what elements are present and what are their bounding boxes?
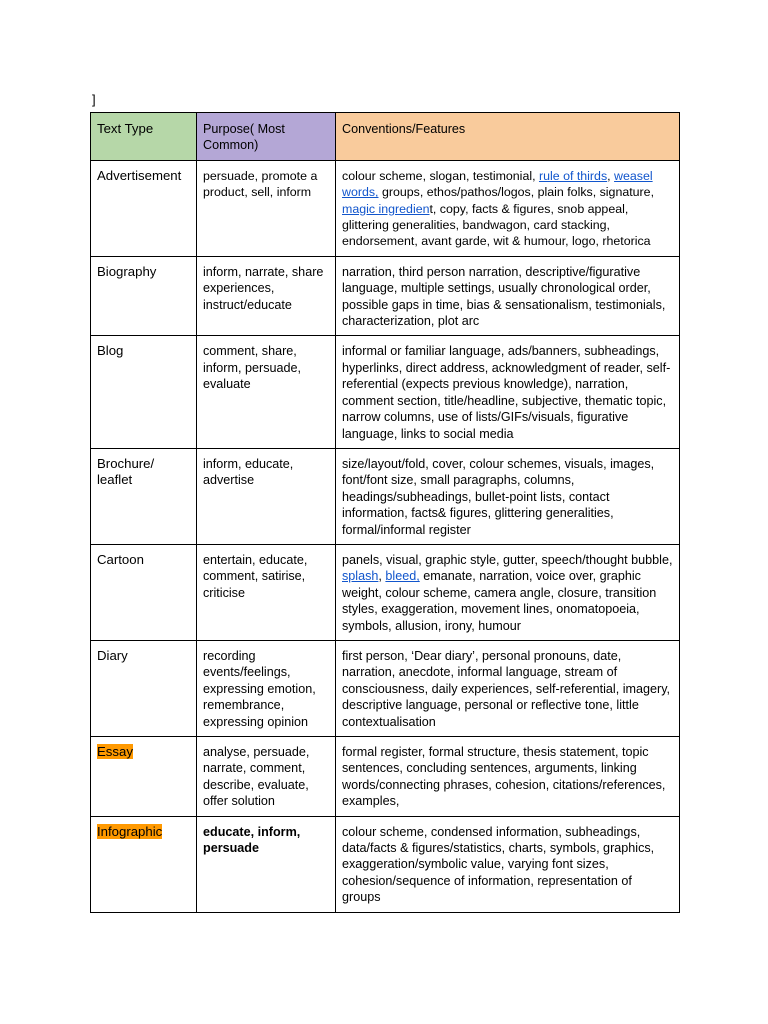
- row-purpose: recording events/feelings, expressing emotion, remembrance, expressing opinion: [197, 640, 336, 736]
- table-header-row: [91, 113, 680, 161]
- link-rule-of-thirds[interactable]: rule of thirds: [538, 168, 608, 183]
- row-conventions: formal register, formal structure, thesis statement, topic sentences, concluding sentences, arguments, linking words/connecting phrases, cohesion, citations/references, examples,: [336, 737, 680, 817]
- row-purpose: persuade, promote a product, sell, inform: [197, 160, 336, 256]
- conventions-text: emanate, narration, voice over, graphic weight, colour scheme, camera angle, closure, transition styles, exaggeration, movement lines, onomatopoeia, symbols, allusion, irony, humour: [342, 569, 657, 633]
- table-row: [91, 816, 680, 912]
- table-row: [91, 256, 680, 336]
- conventions-text: groups, ethos/pathos/logos, plain folks, signature,: [378, 185, 655, 200]
- conventions-text: panels, visual, graphic style, gutter, speech/thought bubble,: [342, 552, 673, 567]
- text-types-table: [90, 112, 680, 913]
- conventions-text: ,: [607, 168, 615, 183]
- link-splash[interactable]: splash: [342, 569, 379, 584]
- row-type-infographic: Infographic: [97, 823, 163, 839]
- row-type-infographic-cell: [91, 816, 197, 912]
- row-purpose: comment, share, inform, persuade, evaluate: [197, 336, 336, 448]
- table-row: [91, 336, 680, 448]
- stray-bracket: ]: [92, 92, 96, 107]
- table-row: [91, 544, 680, 640]
- row-type-cartoon: Cartoon: [91, 544, 197, 640]
- table-row: [91, 640, 680, 736]
- row-purpose: inform, narrate, share experiences, instruct/educate: [197, 256, 336, 336]
- table-row: [91, 737, 680, 817]
- row-conventions: first person, ‘Dear diary’, personal pronouns, date, narration, anecdote, informal language, stream of consciousness, daily experiences, self-referential, imagery, descriptive language, personal or reflective tone, little contextualisation: [336, 640, 680, 736]
- row-type-essay: Essay: [97, 744, 133, 759]
- conventions-text: ,: [378, 569, 386, 584]
- header-text-type: Text Type: [91, 113, 197, 161]
- row-conventions: narration, third person narration, descriptive/figurative language, multiple settings, usually chronological order, possible gaps in time, bias & sensationalism, testimonials, characterization, plot arc: [336, 256, 680, 336]
- row-type-diary: Diary: [91, 640, 197, 736]
- row-conventions: [336, 544, 680, 640]
- row-conventions: informal or familiar language, ads/banners, subheadings, hyperlinks, direct address, acknowledgment of reader, self-referential (expects previous knowledge), narration, comment section, title/headline, subjective, thematic topic, narrow columns, use of lists/GIFs/visuals, figurative language, links to social media: [336, 336, 680, 448]
- row-purpose: educate, inform, persuade: [197, 816, 336, 912]
- row-purpose: entertain, educate, comment, satirise, criticise: [197, 544, 336, 640]
- row-conventions: [336, 160, 680, 256]
- table-row: [91, 448, 680, 544]
- row-type-advertisement: Advertisement: [91, 160, 197, 256]
- row-type-biography: Biography: [91, 256, 197, 336]
- link-magic-ingredient[interactable]: magic ingredien: [342, 201, 430, 216]
- table-row: [91, 160, 680, 256]
- row-conventions: colour scheme, condensed information, subheadings, data/facts & figures/statistics, charts, symbols, graphics, exaggeration/symbolic value, varying font sizes, cohesion/sequence of information, representation of groups: [336, 816, 680, 912]
- row-type-blog: Blog: [91, 336, 197, 448]
- link-bleed[interactable]: bleed,: [385, 569, 420, 584]
- row-purpose: analyse, persuade, narrate, comment, describe, evaluate, offer solution: [197, 737, 336, 817]
- header-purpose: Purpose( Most Common): [197, 113, 336, 161]
- row-type-brochure: Brochure/ leaflet: [91, 448, 197, 544]
- header-conventions: Conventions/Features: [336, 113, 680, 161]
- conventions-text: t, copy, facts & figures, snob appeal, glittering generalities, bandwagon, card stacking, endorsement, avant garde, wit & humour, logo, rhetorica: [342, 201, 651, 249]
- row-conventions: size/layout/fold, cover, colour schemes, visuals, images, font/font size, small paragraphs, columns, headings/subheadings, bullet-point lists, contact information, facts& figures, glittering generalities, formal/informal register: [336, 448, 680, 544]
- link-weasel-words[interactable]: weasel words,: [342, 168, 653, 200]
- conventions-text: colour scheme, slogan, testimonial,: [342, 168, 539, 183]
- row-purpose: inform, educate, advertise: [197, 448, 336, 544]
- row-type-essay-cell: [91, 737, 197, 817]
